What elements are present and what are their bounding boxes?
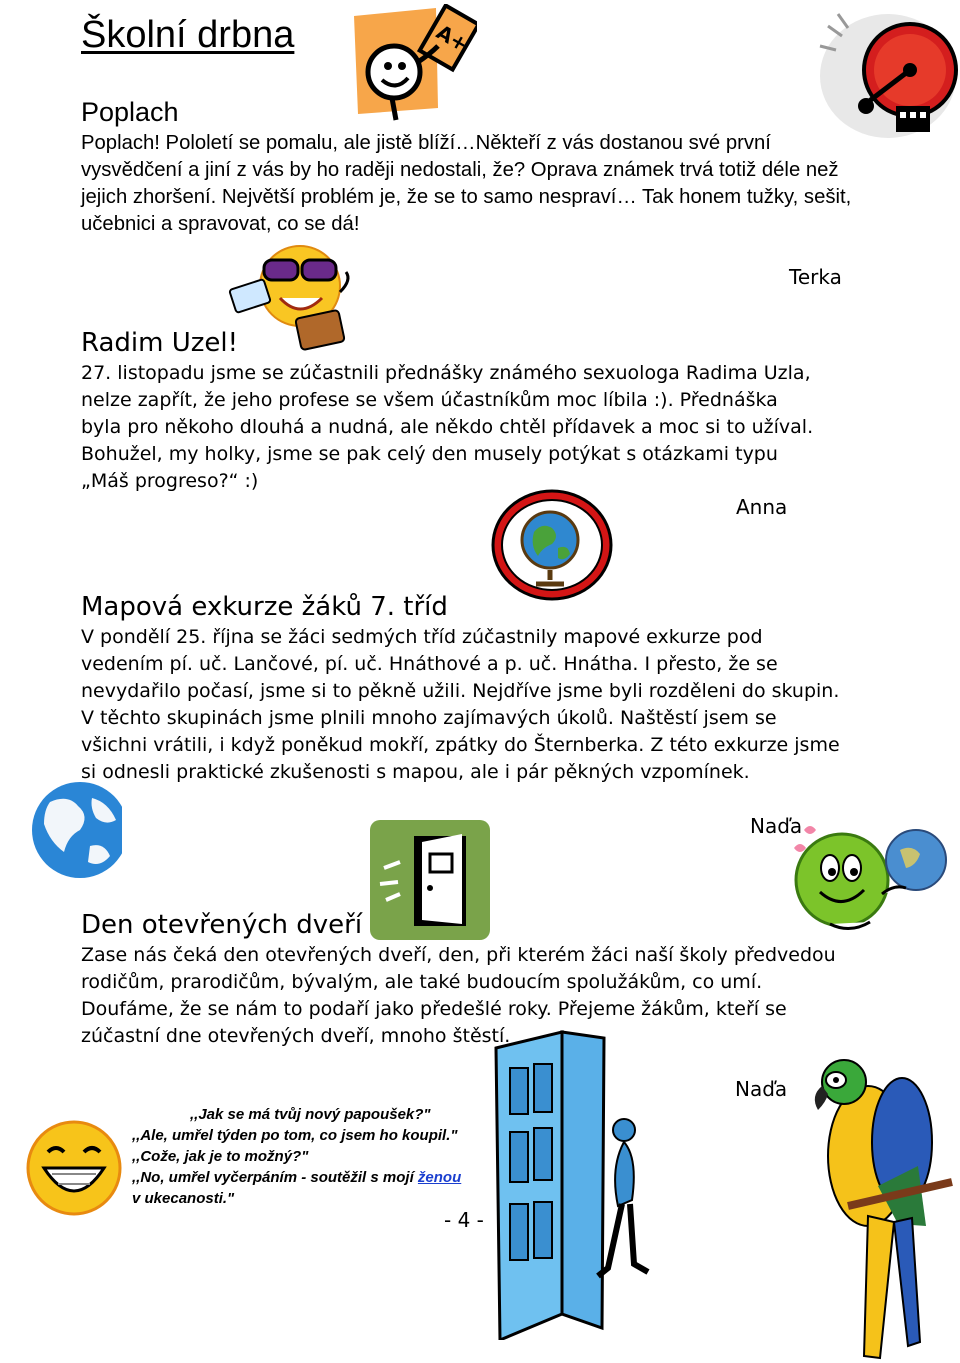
joke-link-zenou[interactable]: ženou bbox=[417, 1169, 462, 1186]
author-nada-1: Naďa bbox=[750, 814, 803, 838]
heading-poplach: Poplach bbox=[81, 97, 179, 127]
svg-text:A+: A+ bbox=[432, 19, 473, 57]
heading-mapova-exkurze: Mapová exkurze žáků 7. tříd bbox=[81, 592, 448, 622]
joke-line-2: ,,Ale, umřel týden po tom, co jsem ho koupil." bbox=[132, 1127, 458, 1144]
joke-block bbox=[132, 1104, 512, 1209]
open-door-icon bbox=[370, 820, 490, 940]
joke-line-1: ,,Jak se má tvůj nový papoušek?" bbox=[190, 1106, 431, 1123]
paragraph-poplach: Poplach! Pololetí se pomalu, ale jistě blíží…Někteří z vás dostanou své první vysvědčení a jiní z vás by ho raději nedostali, že? Oprava známek trvá totiž déle než jejich zhoršení. Největší problém je, že se to samo nespraví… Tak honem tužky, sešit, učebnici a spravovat, co se dá! bbox=[81, 132, 852, 235]
parrot-icon bbox=[808, 1046, 958, 1361]
sunglasses-smiley-icon bbox=[228, 240, 358, 352]
report-card-cartoon-icon bbox=[352, 4, 477, 122]
joke-line-5: v ukecanosti." bbox=[132, 1190, 235, 1207]
alarm-bell-icon bbox=[808, 6, 958, 146]
globe-badge-icon bbox=[490, 488, 614, 602]
page-title: Školní drbna bbox=[81, 14, 295, 56]
earth-globe-icon bbox=[30, 776, 122, 884]
paragraph-radim-uzel: 27. listopadu jsme se zúčastnili přednášky známého sexuologa Radima Uzla, nelze zapřít, že jeho profese se všem účastníkům moc líbila :). Přednáška byla pro někoho dlouhá a nudná, ale někdo chtěl přídavek a moc si to užíval. Bohužel, my holky, jsme se pak celý den musely potýkat s otázkami typu „Máš progreso?“ :) bbox=[81, 362, 814, 492]
page-number: - 4 - bbox=[444, 1208, 484, 1232]
door-walker-icon bbox=[492, 1028, 662, 1340]
laughing-smiley-icon bbox=[24, 1118, 124, 1218]
author-nada-2: Naďa bbox=[735, 1077, 788, 1101]
heading-den-otevrenych-dveri: Den otevřených dveří bbox=[81, 910, 363, 940]
author-anna: Anna bbox=[736, 495, 788, 519]
joke-line-3: ,,Cože, jak je to možný?" bbox=[132, 1148, 309, 1165]
heading-radim-uzel: Radim Uzel! bbox=[81, 328, 239, 358]
author-terka: Terka bbox=[789, 265, 842, 289]
joke-line-4 bbox=[132, 1167, 512, 1188]
paragraph-mapova-exkurze: V pondělí 25. října se žáci sedmých tříd zúčastnily mapové exkurze pod vedením pí. uč. Lančové, pí. uč. Hnáthové a p. uč. Hnátha. I přesto, že se nevydařilo počasí, jsme si to pěkně užili. Nejdříve jsme byli rozděleni do skupin. V těchto skupinách jsme plnili mnoho zajímavých úkolů. Naštěstí jsem se všichni vrátili, i když poněkud mokří, zpátky do Šternberka. Z této exkurze jsme si odnesli praktické zkušenosti s mapou, ale i pár pěkných vzpomínek. bbox=[81, 626, 840, 783]
joke-line-4-text: ,,No, umřel vyčerpáním - soutěžil s mojí bbox=[132, 1169, 418, 1186]
paragraph-den-otevrenych-dveri: Zase nás čeká den otevřených dveří, den, při kterém žáci naší školy předvedou rodičům, prarodičům, bývalým, ale také budoucím spolužákům, co umí. Doufáme, že se nám to podaří jako předešlé roky. Přejeme žákům, kteří se zúčastní dne otevřených dveří, mnoho štěstí. bbox=[81, 944, 836, 1047]
smiling-earth-icon bbox=[790, 818, 950, 940]
